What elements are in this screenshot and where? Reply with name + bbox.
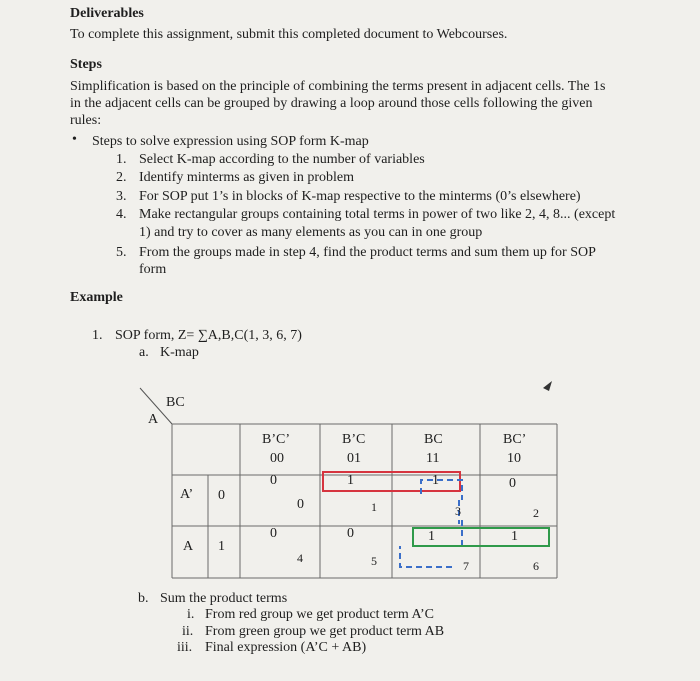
roman-item-text: Final expression (A’C + AB) — [205, 640, 367, 655]
sub-item-sum-label: Sum the product terms — [160, 591, 288, 606]
step-number: 2. — [116, 170, 127, 185]
step-number: 3. — [116, 189, 127, 204]
kmap-cell-value: 1 — [432, 473, 439, 488]
kmap-col-header-var: B’C’ — [262, 432, 290, 447]
roman-numeral: i. — [187, 607, 195, 622]
kmap-col-header-var: BC’ — [503, 432, 527, 447]
kmap-row-header-var: A — [183, 539, 194, 554]
kmap-cell-value: 1 — [511, 529, 518, 544]
step-text: For SOP put 1’s in blocks of K-map respective to the minterms (0’s elsewhere) — [139, 189, 581, 204]
example-sop-expression: SOP form, Z= ∑A,B,C(1, 3, 6, 7) — [115, 328, 302, 343]
step-text: Make rectangular groups containing total terms in power of two like 2, 4, 8... (except — [139, 207, 616, 222]
steps-heading: Steps — [70, 57, 102, 72]
kmap-col-header-code: 01 — [347, 451, 361, 466]
example-heading: Example — [70, 290, 123, 305]
roman-numeral: iii. — [177, 640, 193, 655]
roman-item-text: From green group we get product term AB — [205, 624, 445, 639]
kmap-cell-value: 0 — [347, 526, 354, 541]
step-number: 1. — [116, 152, 127, 167]
cursor-arrow-icon — [543, 381, 552, 391]
kmap-col-header-var: B’C — [342, 432, 366, 447]
roman-numeral: ii. — [182, 624, 194, 639]
kmap-cell-index: 3 — [455, 504, 461, 518]
sub-item-kmap-label: K-map — [160, 345, 199, 360]
bullet-icon: • — [72, 132, 77, 147]
kmap-cell-value: 0 — [270, 526, 277, 541]
sub-item-letter: a. — [139, 345, 149, 360]
kmap-col-header-code: 10 — [507, 451, 521, 466]
kmap-cell-index: 1 — [371, 500, 377, 514]
kmap-a-label: A — [148, 412, 159, 427]
kmap-cell-value: 0 — [270, 473, 277, 488]
steps-paragraph-line: Simplification is based on the principle of combining the terms present in adjacent cells. The 1s — [70, 79, 606, 94]
step-text: Select K-map according to the number of variables — [139, 152, 425, 167]
kmap-row-header-code: 1 — [218, 539, 225, 554]
kmap-row-header-var: A’ — [180, 487, 194, 502]
example-item-number: 1. — [92, 328, 103, 343]
sub-item-letter: b. — [138, 591, 149, 606]
deliverables-text: To complete this assignment, submit this completed document to Webcourses. — [70, 27, 508, 42]
step-text-continued: 1) and try to cover as many elements as you can in one group — [139, 225, 483, 240]
kmap-cell-index: 4 — [297, 551, 303, 565]
kmap-cell-value: 0 — [509, 476, 516, 491]
kmap-cell-value: 0 — [297, 497, 304, 512]
steps-paragraph-line: rules: — [70, 113, 102, 128]
kmap-bc-label: BC — [166, 395, 185, 410]
kmap-col-header-code: 11 — [426, 451, 440, 466]
step-number: 5. — [116, 245, 127, 260]
steps-paragraph-line: in the adjacent cells can be grouped by drawing a loop around those cells following the given — [70, 96, 593, 111]
step-text-continued: form — [139, 262, 167, 277]
step-text: From the groups made in step 4, find the product terms and sum them up for SOP — [139, 245, 596, 260]
step-number: 4. — [116, 207, 127, 222]
kmap-cell-index: 6 — [533, 559, 539, 573]
roman-item-text: From red group we get product term A’C — [205, 607, 435, 622]
kmap-cell-value: 1 — [428, 529, 435, 544]
kmap-row-header-code: 0 — [218, 488, 225, 503]
kmap-col-header-code: 00 — [270, 451, 284, 466]
steps-bullet-text: Steps to solve expression using SOP form K-map — [92, 134, 369, 149]
kmap-cell-value: 1 — [347, 473, 354, 488]
blue-group-loop — [400, 480, 462, 567]
kmap-col-header-var: BC — [424, 432, 443, 447]
kmap-cell-index: 5 — [371, 554, 377, 568]
step-text: Identify minterms as given in problem — [139, 170, 355, 185]
deliverables-heading: Deliverables — [70, 6, 144, 21]
kmap-cell-index: 2 — [533, 506, 539, 520]
kmap-cell-index: 7 — [463, 559, 469, 573]
